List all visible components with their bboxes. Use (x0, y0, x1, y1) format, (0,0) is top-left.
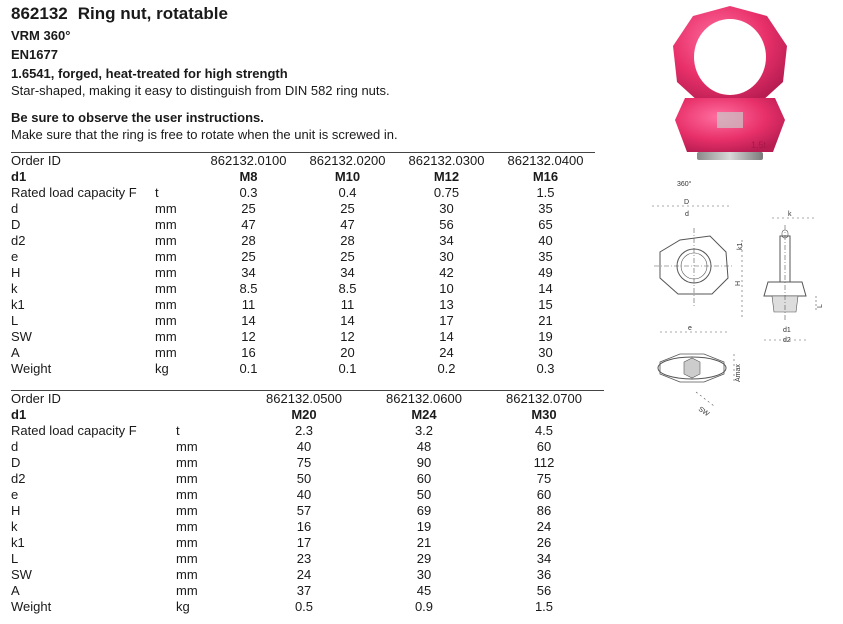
row-label: d2 (11, 471, 26, 486)
row-label: d2 (11, 233, 26, 248)
label-Amax: Amax (735, 364, 742, 382)
value-cell: 69 (416, 503, 432, 518)
value-cell: 75 (296, 455, 312, 470)
value-cell: 19 (416, 519, 432, 534)
value-cell: 19 (538, 329, 553, 344)
value-cell: 25 (241, 201, 256, 216)
value-cell: 17 (439, 313, 454, 328)
value-cell: 0.3 (536, 361, 555, 376)
row-label: d (11, 439, 19, 454)
product-model: VRM 360° (11, 28, 71, 43)
row-label: k1 (11, 297, 25, 312)
value-cell: 14 (241, 313, 256, 328)
row-label: Weight (11, 361, 52, 376)
value-cell: 60 (536, 439, 552, 454)
row-unit: mm (176, 487, 198, 502)
row-label: A (11, 345, 20, 360)
size-label: d1 (11, 407, 27, 422)
order-id-cell: 862132.0700 (484, 391, 604, 408)
row-unit: mm (155, 329, 177, 344)
value-cell: 1.5 (534, 599, 554, 614)
label-d: d (685, 211, 689, 218)
row-label: H (11, 503, 21, 518)
value-cell: 30 (439, 201, 454, 216)
value-cell: 30 (538, 345, 553, 360)
value-cell: 24 (439, 345, 454, 360)
value-cell: 49 (538, 265, 553, 280)
table-row (11, 551, 604, 567)
order-id-label: Order ID (11, 391, 176, 408)
size-cell: M16 (532, 169, 559, 184)
row-unit: mm (176, 439, 198, 454)
table-row (11, 599, 604, 615)
label-k1: k1 (737, 242, 744, 250)
value-cell: 10 (439, 281, 454, 296)
size-cell: M10 (334, 169, 361, 184)
row-unit: mm (155, 265, 177, 280)
value-cell: 8.5 (239, 281, 258, 296)
value-cell: 56 (439, 217, 454, 232)
value-cell: 17 (296, 535, 312, 550)
order-id-cell: 862132.0400 (496, 153, 595, 170)
value-cell: 14 (538, 281, 553, 296)
row-label: Rated load capacity F (11, 423, 137, 438)
table-row (11, 201, 595, 217)
unit-cell (176, 407, 244, 423)
value-cell: 28 (340, 233, 355, 248)
order-id-cell: 862132.0100 (199, 153, 298, 170)
table-row (11, 297, 595, 313)
value-cell: 56 (536, 583, 552, 598)
row-label: A (11, 583, 20, 598)
value-cell: 25 (241, 249, 256, 264)
value-cell: 21 (538, 313, 553, 328)
photo-stamp: 1,5t (751, 140, 767, 150)
value-cell: 75 (536, 471, 552, 486)
table-row (11, 567, 604, 583)
row-label: k (11, 519, 18, 534)
row-label: D (11, 455, 21, 470)
table-row (11, 361, 595, 377)
notice-title: Be sure to observe the user instructions. (11, 110, 264, 125)
value-cell: 3.2 (414, 423, 434, 438)
value-cell: 11 (340, 297, 355, 312)
table-row (11, 455, 604, 471)
value-cell: 4.5 (534, 423, 554, 438)
row-unit: mm (155, 345, 177, 360)
row-label: D (11, 217, 21, 232)
value-cell: 0.4 (338, 185, 357, 200)
row-unit: mm (176, 567, 198, 582)
row-unit: t (155, 185, 159, 200)
row-label: d (11, 201, 19, 216)
label-H: H (735, 280, 742, 286)
order-id-row (11, 391, 604, 408)
spec-table-2 (11, 390, 604, 615)
technical-drawing (630, 170, 842, 430)
product-title (11, 2, 611, 26)
value-cell: 65 (538, 217, 553, 232)
value-cell: 34 (439, 233, 454, 248)
label-SW: SW (696, 405, 711, 419)
table-row (11, 185, 595, 201)
table-row (11, 265, 595, 281)
row-unit: mm (176, 583, 198, 598)
value-cell: 47 (340, 217, 355, 232)
product-name: Ring nut, rotatable (77, 4, 228, 23)
order-id-cell: 862132.0300 (397, 153, 496, 170)
table-row (11, 281, 595, 297)
size-cell: M8 (239, 169, 258, 184)
size-row (11, 407, 604, 423)
value-cell: 26 (536, 535, 552, 550)
product-material: 1.6541, forged, heat-treated for high strength (11, 66, 288, 81)
product-header (11, 0, 611, 143)
row-label: k1 (11, 535, 25, 550)
value-cell: 35 (538, 249, 553, 264)
value-cell: 16 (241, 345, 256, 360)
value-cell: 37 (296, 583, 312, 598)
value-cell: 36 (536, 567, 552, 582)
value-cell: 14 (340, 313, 355, 328)
row-label: Weight (11, 599, 52, 614)
row-unit: t (176, 423, 180, 438)
table-row (11, 471, 604, 487)
size-cell: M30 (531, 407, 557, 422)
table-row (11, 439, 604, 455)
table-row (11, 583, 604, 599)
row-label: H (11, 265, 21, 280)
row-unit: mm (155, 233, 177, 248)
value-cell: 34 (241, 265, 256, 280)
value-cell: 60 (536, 487, 552, 502)
row-unit: mm (176, 503, 198, 518)
table-row (11, 503, 604, 519)
row-label: SW (11, 329, 32, 344)
value-cell: 0.3 (239, 185, 258, 200)
value-cell: 14 (439, 329, 454, 344)
row-unit: mm (155, 297, 177, 312)
row-label: L (11, 551, 19, 566)
value-cell: 1.5 (536, 185, 555, 200)
value-cell: 48 (416, 439, 432, 454)
value-cell: 13 (439, 297, 454, 312)
value-cell: 0.1 (239, 361, 258, 376)
table-row (11, 233, 595, 249)
label-d2: d2 (783, 337, 791, 344)
table-row (11, 519, 604, 535)
label-d1: d1 (783, 327, 791, 334)
row-unit: mm (176, 519, 198, 534)
table-row (11, 329, 595, 345)
label-k: k (788, 211, 792, 218)
row-unit: kg (155, 361, 169, 376)
value-cell: 45 (416, 583, 432, 598)
row-unit: mm (155, 281, 177, 296)
value-cell: 40 (538, 233, 553, 248)
value-cell: 86 (536, 503, 552, 518)
value-cell: 15 (538, 297, 553, 312)
value-cell: 60 (416, 471, 432, 486)
value-cell: 29 (416, 551, 432, 566)
value-cell: 30 (439, 249, 454, 264)
label-D: D (684, 199, 690, 206)
value-cell: 12 (241, 329, 256, 344)
row-label: e (11, 487, 19, 502)
size-label: d1 (11, 169, 27, 184)
row-label: SW (11, 567, 32, 582)
value-cell: 40 (296, 439, 312, 454)
value-cell: 2.3 (294, 423, 314, 438)
spec-table-1 (11, 152, 595, 377)
value-cell: 57 (296, 503, 312, 518)
row-unit: mm (176, 535, 198, 550)
row-unit: kg (176, 599, 190, 614)
value-cell: 16 (296, 519, 312, 534)
unit-cell (176, 391, 244, 408)
size-cell: M12 (433, 169, 460, 184)
table-row (11, 535, 604, 551)
value-cell: 28 (241, 233, 256, 248)
row-label: Rated load capacity F (11, 185, 137, 200)
value-cell: 35 (538, 201, 553, 216)
value-cell: 34 (536, 551, 552, 566)
row-unit: mm (155, 313, 177, 328)
table-row (11, 487, 604, 503)
order-id-cell: 862132.0600 (364, 391, 484, 408)
row-label: k (11, 281, 18, 296)
order-id-cell: 862132.0500 (244, 391, 364, 408)
value-cell: 23 (296, 551, 312, 566)
value-cell: 0.5 (294, 599, 314, 614)
row-label: e (11, 249, 19, 264)
value-cell: 12 (340, 329, 355, 344)
value-cell: 24 (536, 519, 552, 534)
row-unit: mm (176, 455, 198, 470)
product-description: Star-shaped, making it easy to distinguish from DIN 582 ring nuts. (11, 83, 390, 98)
label-rotation: 360° (677, 181, 692, 188)
table-row (11, 217, 595, 233)
product-photo (655, 2, 805, 164)
value-cell: 24 (296, 567, 312, 582)
table-row (11, 423, 604, 439)
value-cell: 50 (296, 471, 312, 486)
row-unit: mm (155, 249, 177, 264)
row-label: L (11, 313, 19, 328)
notice-text: Make sure that the ring is free to rotate when the unit is screwed in. (11, 127, 398, 142)
value-cell: 0.1 (338, 361, 357, 376)
value-cell: 25 (340, 249, 355, 264)
value-cell: 25 (340, 201, 355, 216)
value-cell: 0.75 (433, 185, 460, 200)
value-cell: 8.5 (338, 281, 357, 296)
value-cell: 42 (439, 265, 454, 280)
value-cell: 20 (340, 345, 355, 360)
table-row (11, 313, 595, 329)
size-row (11, 169, 595, 185)
value-cell: 21 (416, 535, 432, 550)
label-L: L (817, 304, 824, 308)
value-cell: 90 (416, 455, 432, 470)
value-cell: 0.2 (437, 361, 456, 376)
value-cell: 50 (416, 487, 432, 502)
order-id-label: Order ID (11, 153, 155, 170)
product-code: 862132 (11, 4, 68, 23)
row-unit: mm (155, 217, 177, 232)
order-id-row (11, 153, 595, 170)
value-cell: 40 (296, 487, 312, 502)
value-cell: 30 (416, 567, 432, 582)
value-cell: 47 (241, 217, 256, 232)
table-row (11, 249, 595, 265)
value-cell: 112 (533, 455, 555, 470)
label-e: e (688, 325, 692, 332)
order-id-cell: 862132.0200 (298, 153, 397, 170)
value-cell: 34 (340, 265, 355, 280)
value-cell: 0.9 (414, 599, 434, 614)
row-unit: mm (176, 551, 198, 566)
table-row (11, 345, 595, 361)
row-unit: mm (155, 201, 177, 216)
unit-cell (155, 153, 199, 170)
product-standard: EN1677 (11, 47, 58, 62)
value-cell: 11 (241, 297, 256, 312)
row-unit: mm (176, 471, 198, 486)
size-cell: M20 (291, 407, 317, 422)
size-cell: M24 (411, 407, 437, 422)
unit-cell (155, 169, 199, 185)
